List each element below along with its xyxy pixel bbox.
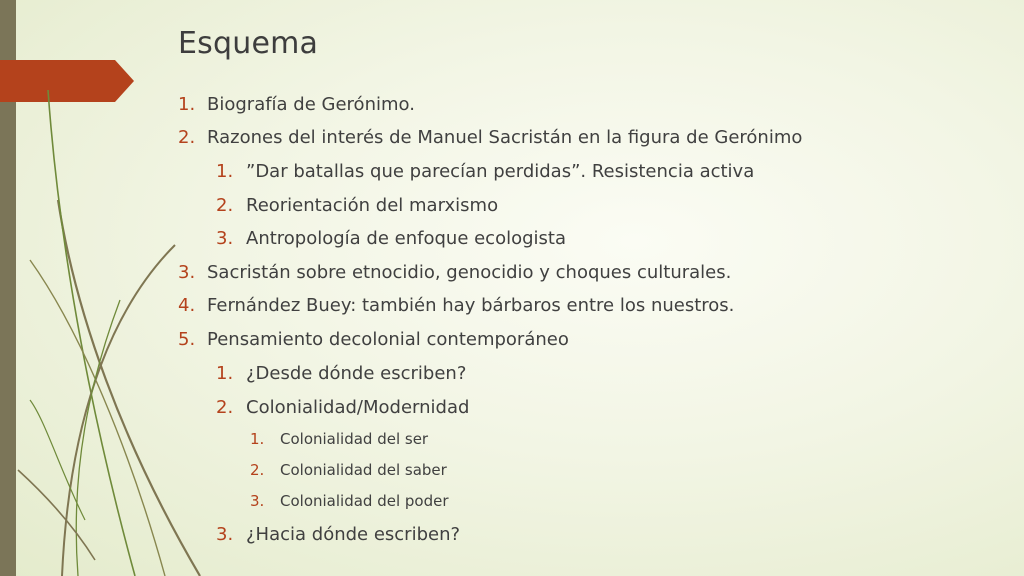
list-text: Sacristán sobre etnocidio, genocidio y choques culturales. [207,262,732,283]
list-text: Colonialidad del saber [280,461,447,479]
list-number: 4. [178,295,196,316]
list-number: 3. [216,228,234,249]
list-text: Colonialidad/Modernidad [246,397,470,418]
list-number: 2. [178,127,196,148]
list-number: 3. [216,524,234,545]
list-number: 1. [216,161,234,182]
list-text: Pensamiento decolonial contemporáneo [207,329,569,350]
list-number: 2. [250,461,265,479]
list-text: Fernández Buey: también hay bárbaros entre los nuestros. [207,295,735,316]
list-text: Reorientación del marxismo [246,195,499,216]
list-number: 1. [250,430,265,448]
list-text: Colonialidad del ser [280,430,429,448]
list-text: Colonialidad del poder [280,492,449,510]
list-number: 2. [216,397,234,418]
list-number: 3. [178,262,196,283]
list-text: ¿Desde dónde escriben? [246,363,467,384]
list-number: 1. [178,94,196,115]
list-number: 2. [216,195,234,216]
list-text: Antropología de enfoque ecologista [246,228,567,249]
list-number: 5. [178,329,196,350]
list-text: Biografía de Gerónimo. [207,94,415,115]
list-text: Razones del interés de Manuel Sacristán en la figura de Gerónimo [207,127,803,148]
list-text: ¿Hacia dónde escriben? [246,524,461,545]
list-text: ”Dar batallas que parecían perdidas”. Resistencia activa [246,161,755,182]
list-number: 3. [250,492,265,510]
list-number: 1. [216,363,234,384]
slide-title: Esquema [178,26,319,61]
